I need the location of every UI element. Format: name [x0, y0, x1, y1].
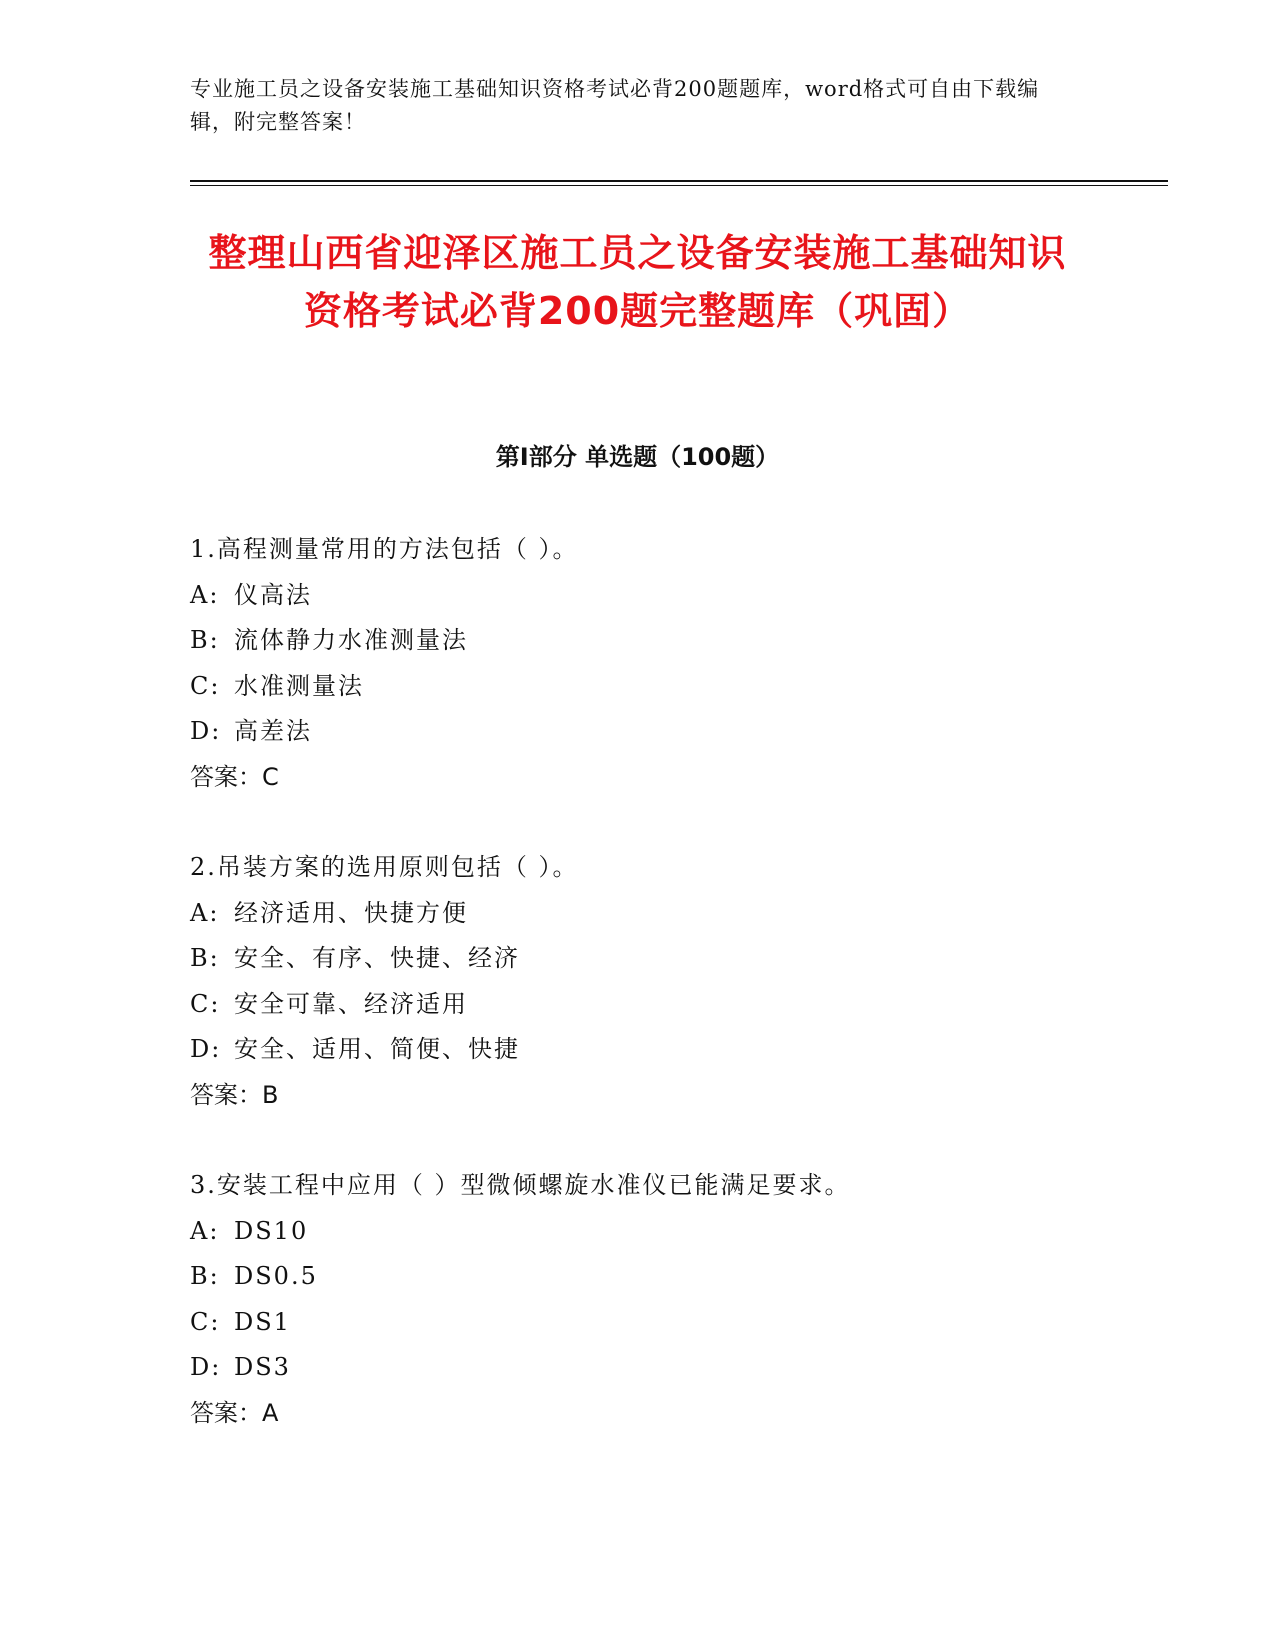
question-block	[190, 845, 1090, 1118]
option-letter: C:	[190, 671, 221, 700]
option-text: 高差法	[234, 717, 312, 745]
answer-line: 答案：C	[190, 762, 279, 791]
option-text: DS1	[234, 1307, 291, 1336]
option-c	[190, 664, 1090, 710]
option-d	[190, 709, 1090, 755]
question-block	[190, 1163, 1090, 1436]
option-text: DS3	[234, 1353, 291, 1381]
option-letter: B:	[190, 626, 220, 654]
option-d	[190, 1027, 1090, 1073]
option-letter: A:	[190, 898, 220, 927]
option-text: 安全、有序、快捷、经济	[234, 944, 520, 972]
option-letter: D:	[190, 717, 222, 745]
option-a	[190, 891, 1090, 937]
option-letter: A:	[190, 1216, 220, 1245]
option-b	[190, 618, 1090, 664]
question-block	[190, 527, 1090, 800]
option-letter: A:	[190, 580, 220, 609]
section-title: 第I部分 单选题（100题）	[495, 443, 780, 471]
option-c	[190, 982, 1090, 1028]
option-text: DS10	[234, 1216, 309, 1245]
option-text: 仪高法	[234, 580, 312, 609]
option-b	[190, 1254, 1090, 1300]
answer-line: 答案：B	[190, 1080, 279, 1109]
option-d	[190, 1345, 1090, 1391]
question-stem: 3.安装工程中应用（ ）型微倾螺旋水准仪已能满足要求。	[190, 1171, 851, 1199]
option-a	[190, 573, 1090, 619]
option-letter: B:	[190, 944, 220, 972]
option-text: 安全可靠、经济适用	[234, 989, 468, 1018]
answer-line: 答案：A	[190, 1398, 279, 1427]
header-divider-thick	[190, 180, 1168, 182]
option-letter: D:	[190, 1353, 222, 1381]
option-b	[190, 936, 1090, 982]
document-title: 整理山西省迎泽区施工员之设备安装施工基础知识资格考试必背200题完整题库（巩固）	[208, 231, 1067, 333]
option-c	[190, 1300, 1090, 1346]
question-stem: 2.吊装方案的选用原则包括（ ）。	[190, 853, 579, 881]
option-text: DS0.5	[234, 1262, 318, 1290]
question-stem: 1.高程测量常用的方法包括（ ）。	[190, 535, 579, 563]
option-letter: C:	[190, 989, 221, 1018]
option-text: 水准测量法	[234, 671, 364, 700]
header-note: 专业施工员之设备安装施工基础知识资格考试必背200题题库，word格式可自由下载编辑，附完整答案！	[190, 77, 1040, 134]
option-text: 经济适用、快捷方便	[234, 898, 468, 927]
option-text: 安全、适用、简便、快捷	[234, 1035, 520, 1063]
option-text: 流体静力水准测量法	[234, 626, 468, 654]
option-letter: D:	[190, 1035, 222, 1063]
option-a	[190, 1209, 1090, 1255]
option-letter: B:	[190, 1262, 220, 1290]
header-divider-thin	[190, 185, 1168, 186]
option-letter: C:	[190, 1307, 221, 1336]
